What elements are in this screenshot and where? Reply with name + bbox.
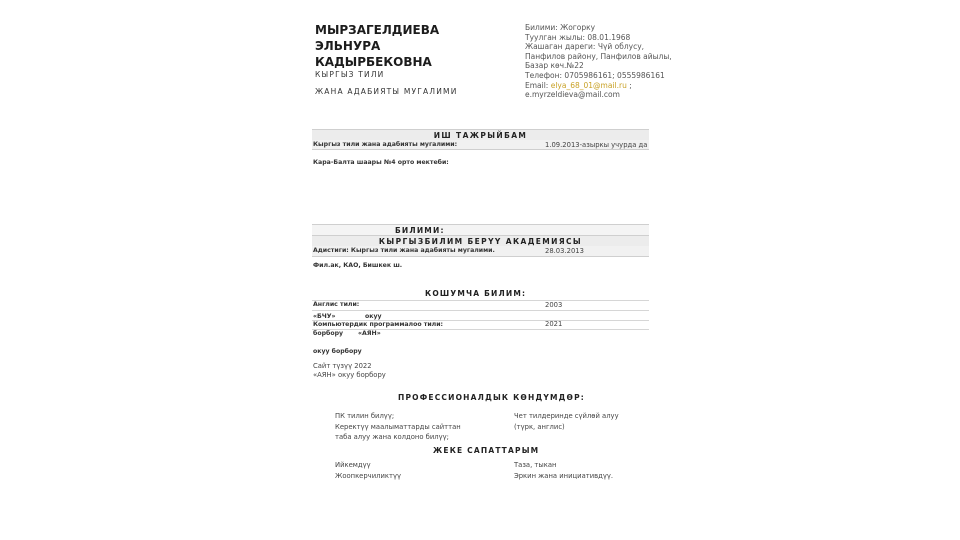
additional-divider-2 [312,310,649,311]
experience-title: ИШ ТАЖРЫЙБАМ [433,131,528,140]
education-label: БИЛИМИ: [395,226,445,235]
computer-label: Компьютердик программалоо тили: [313,321,444,328]
personal-right-1: Таза, тыкан [514,461,557,469]
address-line-3: Базар көч.№22 [525,61,584,71]
center-word: борбору [313,330,344,337]
contact-info [525,23,672,100]
email-line [525,81,672,91]
additional-title: КОШУМЧА БИЛИМ: [425,289,527,298]
beu-name: «БЧУ» [313,313,336,320]
email-secondary[interactable]: e.myrzeldieva@mail.com [525,90,620,100]
skill-left-3: таба алуу жана колдоно билүү; [335,433,449,441]
email-link[interactable]: elya_68_01@mail.ru [550,80,627,90]
job-title-line-2: ЖАНА АДАБИЯТЫ МУГАЛИМИ [315,87,458,96]
center-name: «АЯН» [358,330,381,337]
personal-left-2: Жоопкерчиликтүү [335,472,401,480]
skill-left-1: ПК тилин билүү; [335,412,395,420]
job-title-line-1: КЫРГЫЗ ТИЛИ [315,70,385,79]
english-label: Англис тили: [313,301,360,308]
education-date: 28.03.2013 [545,247,584,255]
additional-divider-1 [312,300,649,301]
center-line: окуу борбору [313,348,362,355]
site-building: Сайт түзүү 2022 [313,362,372,370]
skills-title: ПРОФЕССИОНАЛДЫК КӨНДҮМДӨР: [398,393,585,402]
email-separator: ; [626,80,632,90]
english-year: 2003 [545,301,563,309]
full-name [315,22,439,70]
personal-right-2: Эркин жана инициативдүү. [514,472,614,480]
name-line-2: ЭЛЬНУРА [315,39,381,53]
phone: Телефон: 0705986161; 0555986161 [525,70,665,80]
email-label: Email: [525,80,551,90]
experience-position: Кыргыз тили жана адабияты мугалими: [313,141,458,148]
ayan-center: «АЯН» окуу борбору [313,371,386,379]
personal-title: ЖЕКЕ САПАТТАРЫМ [433,446,540,455]
education-level: Билими: Жогорку [525,23,596,32]
beu-course: окуу [365,313,382,320]
education-institution: КЫРГЫЗБИЛИМ БЕРҮҮ АКАДЕМИЯСЫ [378,237,583,246]
personal-left-1: Ийкемдүү [335,461,371,469]
experience-place: Кара-Балта шаары №4 орто мектеби: [313,159,449,166]
skill-right-2: (түрк, англис) [514,423,565,431]
experience-period: 1.09.2013-азыркы учурда да [545,141,648,149]
address-line-1: Жашаган дареги: Чүй облусу, [525,42,645,52]
birth-date: Туулган жылы: 08.01.1968 [525,32,631,42]
name-line-3: КАДЫРБЕКОВНА [315,55,432,69]
education-specialty: Адистиги: Кыргыз тили жана адабияты мугалими. [313,247,495,254]
address-line-2: Панфилов району, Панфилов айылы, [525,51,672,61]
computer-year: 2021 [545,320,563,328]
education-faculty: Фил.ак, КАО, Бишкек ш. [313,262,403,269]
skill-right-1: Чет тилдеринде сүйлөй алуу [514,412,619,420]
skill-left-2: Керектүү маалыматтарды сайттан [335,423,461,431]
name-line-1: МЫРЗАГЕЛДИЕВА [315,23,440,37]
